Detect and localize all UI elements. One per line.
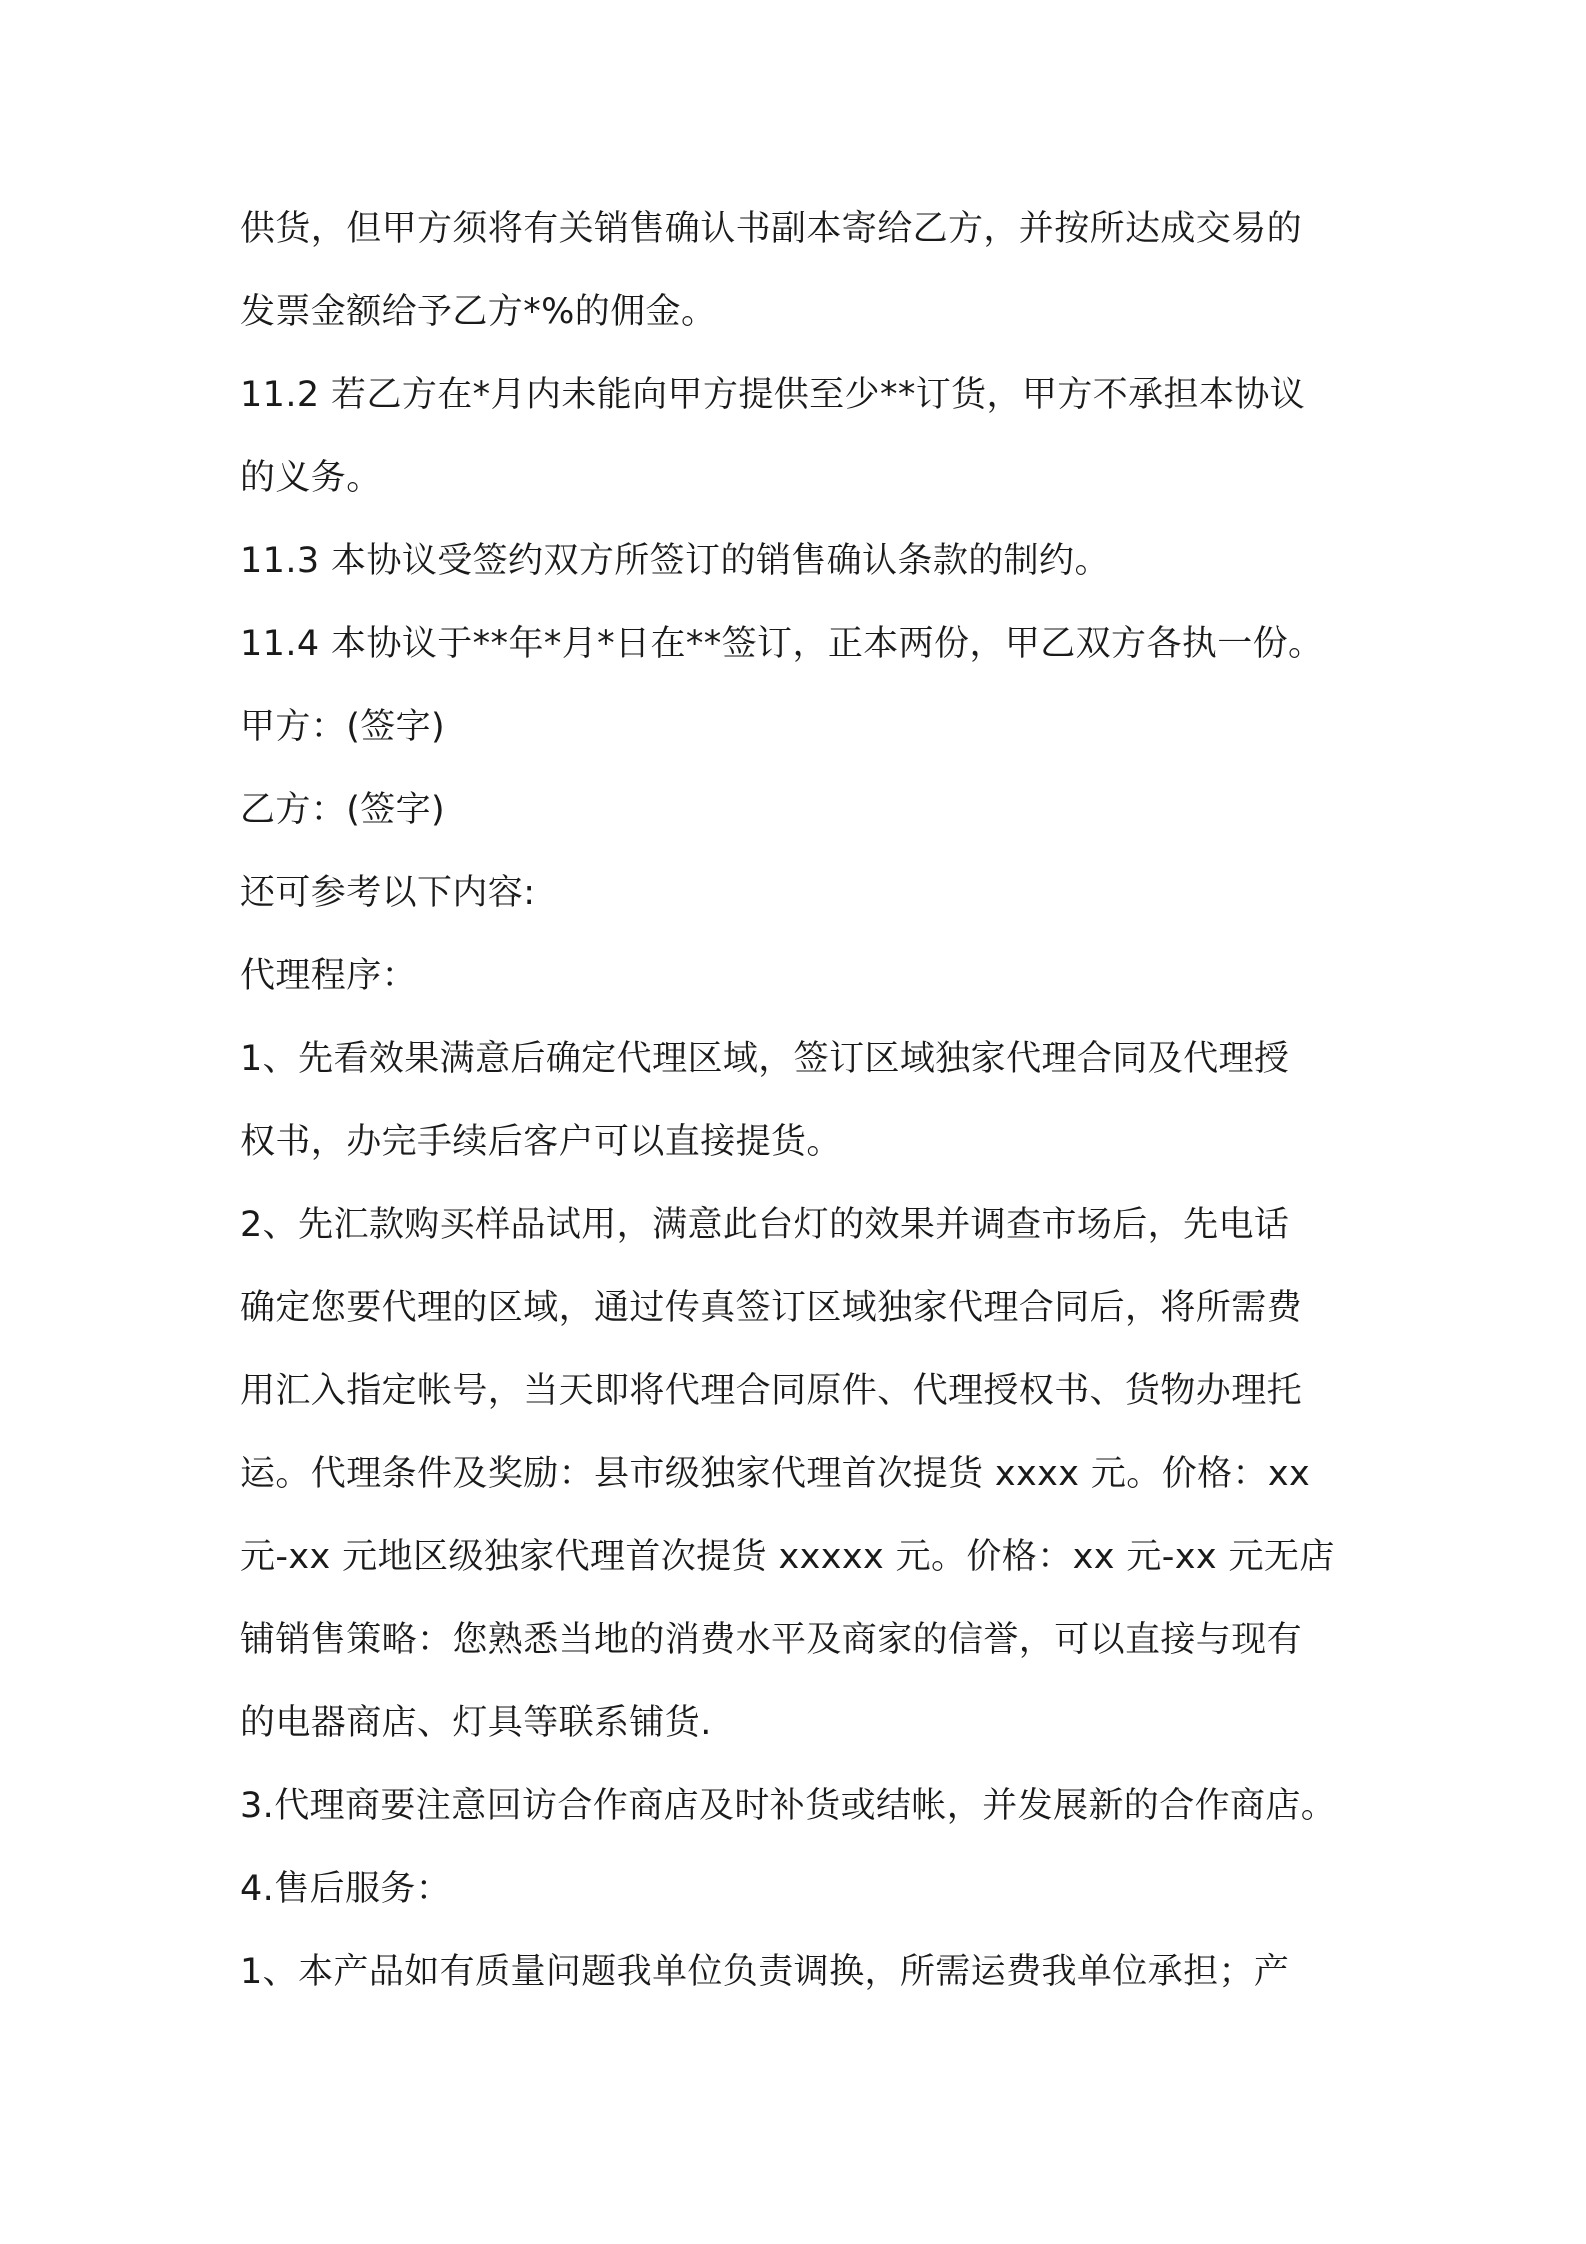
text-line: 甲方：(签字) — [240, 707, 446, 747]
text-line: 代理程序： — [240, 956, 418, 996]
text-line: 4.售后服务： — [240, 1869, 452, 1909]
text-line: 发票金额给予乙方*%的佣金。 — [240, 292, 717, 332]
text-line: 权书，办完手续后客户可以直接提货。 — [240, 1122, 842, 1162]
text-line: 的电器商店、灯具等联系铺货. — [240, 1703, 712, 1743]
text-line: 1、先看效果满意后确定代理区域，签订区域独家代理合同及代理授 — [240, 1039, 1290, 1079]
text-line: 运。代理条件及奖励：县市级独家代理首次提货 xxxx 元。价格：xx — [240, 1454, 1311, 1494]
text-line: 11.2 若乙方在*月内未能向甲方提供至少**订货，甲方不承担本协议 — [240, 375, 1306, 415]
text-line: 确定您要代理的区域，通过传真签订区域独家代理合同后，将所需费 — [240, 1288, 1303, 1328]
text-line: 3.代理商要注意回访合作商店及时补货或结帐，并发展新的合作商店。 — [240, 1786, 1337, 1826]
text-line: 还可参考以下内容: — [240, 873, 536, 913]
text-line: 乙方：(签字) — [240, 790, 446, 830]
text-line: 11.4 本协议于**年*月*日在**签订，正本两份，甲乙双方各执一份。 — [240, 624, 1324, 664]
text-line: 用汇入指定帐号，当天即将代理合同原件、代理授权书、货物办理托 — [240, 1371, 1303, 1411]
text-line: 铺销售策略：您熟悉当地的消费水平及商家的信誉，可以直接与现有 — [240, 1620, 1303, 1660]
text-line: 供货，但甲方须将有关销售确认书副本寄给乙方，并按所达成交易的 — [240, 209, 1303, 249]
text-line: 的义务。 — [240, 458, 382, 498]
text-line: 元-xx 元地区级独家代理首次提货 xxxxx 元。价格：xx 元-xx 元无店 — [240, 1537, 1335, 1577]
text-line: 2、先汇款购买样品试用，满意此台灯的效果并调查市场后，先电话 — [240, 1205, 1290, 1245]
text-line: 1、本产品如有质量问题我单位负责调换，所需运费我单位承担；产 — [240, 1952, 1290, 1992]
text-line: 11.3 本协议受签约双方所签订的销售确认条款的制约。 — [240, 541, 1110, 581]
